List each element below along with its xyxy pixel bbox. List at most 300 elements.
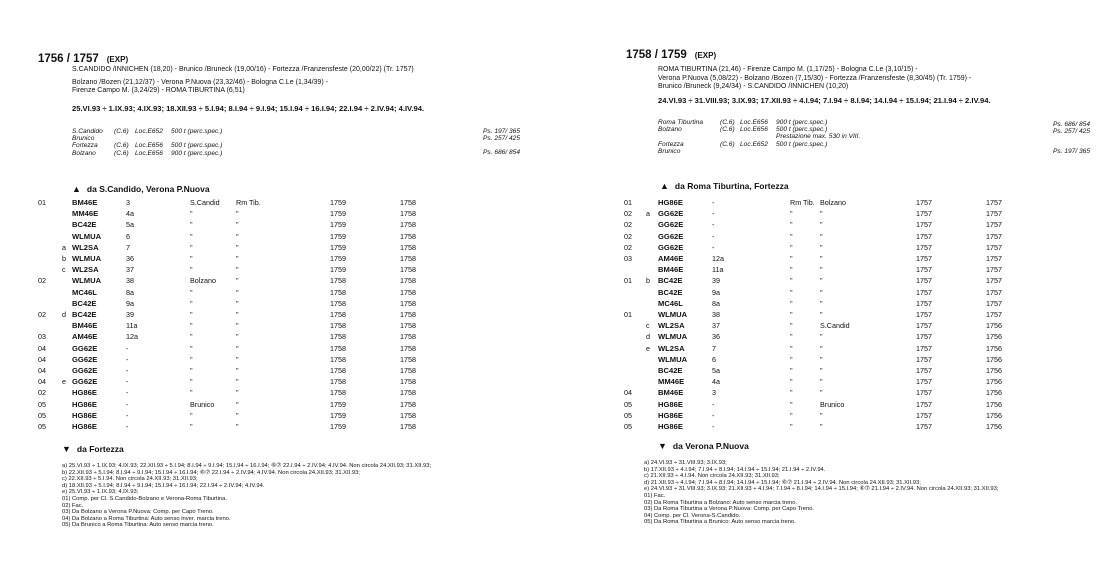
loco-loco: Loc.E652	[135, 128, 163, 135]
cell-c: MM46E	[658, 377, 685, 387]
cell-t1: 1757	[916, 254, 932, 263]
cell-c: BM46E	[658, 265, 684, 275]
cell-n: 01	[624, 310, 632, 319]
cell-c: WL2SA	[72, 242, 99, 252]
cell-a: "	[790, 231, 793, 241]
cell-t2: 1756	[986, 354, 1002, 364]
ps-value: Ps. 686/ 854	[482, 149, 520, 157]
loco-row	[72, 142, 291, 149]
cell-c: BM46E	[72, 198, 98, 207]
cell-n: 05	[38, 410, 46, 420]
cell-b: "	[820, 231, 823, 241]
cell-a: "	[190, 310, 193, 319]
cell-a: "	[190, 254, 193, 263]
cell-t1: 1757	[916, 242, 932, 252]
cell-b: "	[236, 399, 239, 409]
cell-b: "	[236, 354, 239, 364]
cell-b: "	[236, 321, 239, 331]
cell-a: "	[190, 265, 193, 275]
cell-a: "	[190, 231, 193, 241]
direction-header: ▲ da S.Candido, Verona P.Nuova	[72, 184, 210, 194]
cell-a: "	[190, 321, 193, 331]
cell-a: "	[190, 332, 193, 342]
note-line: 02) Da Roma Tiburtina a Bolzano: Auto senso marcia treno.	[644, 499, 798, 506]
route-block	[72, 66, 522, 96]
cell-t2: 1757	[986, 220, 1002, 230]
cell-b: "	[236, 366, 239, 375]
cell-t2: 1758	[400, 388, 416, 398]
loco-station: Brunico	[658, 147, 681, 155]
cell-c: WLMUA	[72, 276, 102, 286]
cell-num: 9a	[712, 287, 720, 297]
cell-t2: 1758	[400, 399, 416, 409]
table-row	[0, 254, 540, 265]
cell-n: 02	[38, 388, 46, 398]
note-line: e) 24.VI.93 ÷ 31.VIII.93; 3.IX.93; 21.XII.93 ÷ 4.I.94; 7.I.94 ÷ 8.I.94; 14.I.94 ÷ 15.I.94; ⑥⑦ 21.I.94 ÷ 2.IV.94. Non circola 24.XII.93; 31.XII.93;	[644, 486, 999, 493]
route-line: S.CANDIDO /INNICHEN (18,20) - Brunico /Bruneck (19,00/16) - Fortezza /Franzensfeste (20,00/22) (Tr. 1757)	[72, 66, 414, 73]
train-title: 1758 / 1759 (EXP)	[626, 49, 717, 61]
cell-t1: 1757	[916, 388, 932, 398]
cell-c: WLMUA	[72, 231, 102, 241]
cell-num: 11a	[126, 321, 138, 331]
cell-a: "	[790, 410, 793, 420]
cell-n: 05	[624, 422, 632, 431]
notes-block	[62, 463, 522, 529]
cell-c: HG86E	[658, 198, 683, 207]
note-line: b) 22.XII.93 ÷ 5.I.94; 8.I.94 ÷ 9.I.94; 15.I.94 ÷ 16.I.94; ⑥⑦ 22.I.94 ÷ 2.IV.94; 4.IV.94. Non circola 24.XII.93; 31.XII.93;	[62, 469, 360, 476]
cell-c: BC42E	[658, 276, 683, 286]
cell-b: "	[820, 242, 823, 252]
cell-b: Brunico	[820, 399, 845, 409]
loco-table	[658, 119, 896, 155]
loco-station: S.Candido	[72, 128, 103, 135]
note-line: c) 21.XII.93 ÷ 4.I.94. Non circola 24.XII.93; 31.XII.93;	[644, 473, 780, 480]
cell-a: "	[790, 366, 793, 375]
cell-c: HG86E	[72, 399, 97, 409]
cell-num: -	[126, 399, 129, 409]
cell-num: 12a	[712, 254, 724, 263]
cell-t2: 1758	[400, 332, 416, 342]
cell-num: -	[712, 242, 715, 252]
table-row	[560, 232, 1100, 243]
cell-b: "	[236, 220, 239, 230]
cell-b: "	[236, 332, 239, 342]
cell-l: a	[62, 242, 66, 252]
cell-b: "	[820, 410, 823, 420]
cell-num: 39	[712, 276, 720, 286]
cell-num: -	[126, 422, 129, 431]
cell-t2: 1757	[986, 254, 1002, 263]
cell-t2: 1756	[986, 410, 1002, 420]
cell-t1: 1758	[330, 354, 346, 364]
cell-n: 02	[624, 231, 632, 241]
cell-num: 5a	[126, 220, 134, 230]
cell-b: S.Candid	[820, 321, 850, 331]
cell-num: -	[712, 209, 715, 219]
cell-t2: 1757	[986, 310, 1002, 319]
cell-t1: 1759	[330, 242, 346, 252]
cell-num: 4a	[126, 209, 134, 219]
cell-n: 05	[38, 399, 46, 409]
cell-c: GG62E	[72, 354, 98, 364]
cell-a: "	[790, 276, 793, 286]
cell-t1: 1758	[330, 287, 346, 297]
loco-load: 500 t (perc.spec.)	[776, 126, 828, 134]
cell-b: "	[820, 343, 823, 353]
cell-c: HG86E	[658, 410, 683, 420]
train-title: 1756 / 1757 (EXP)	[38, 53, 129, 65]
loco-row	[658, 119, 896, 126]
cell-a: "	[790, 354, 793, 364]
cell-t2: 1758	[400, 287, 416, 297]
cell-c: GG62E	[72, 366, 98, 375]
route-line: Bolzano /Bozen (21,12/37) - Verona P.Nuova (23,32/46) - Bologna C.Le (1,34/39) -	[72, 78, 328, 86]
cell-num: -	[712, 198, 715, 207]
cell-b: "	[820, 254, 823, 263]
loco-station: Roma Tiburtina	[658, 119, 704, 126]
note-line: a) 24.VI.93 ÷ 31.VIII.93; 3.IX.93;	[644, 460, 727, 466]
cell-a: "	[190, 298, 193, 308]
cell-b: "	[820, 220, 823, 230]
cell-t2: 1758	[400, 354, 416, 364]
table-row	[0, 411, 540, 422]
cell-n: 02	[624, 209, 632, 219]
cell-a: "	[190, 287, 193, 297]
ps-value: Ps. 257/ 425	[1052, 128, 1090, 136]
table-row	[0, 355, 540, 366]
cell-c: WL2SA	[658, 321, 685, 331]
note-line: 05) Da Brunico a Roma Tiburtina: Auto senso marcia treno.	[62, 522, 214, 529]
note-line: 01) Comp. per Cl. S.Candido-Bolzano e Verona-Roma Tiburtina.	[62, 495, 227, 502]
note-line: a) 25.VI.93 ÷ 1.IX.93; 4.IX.93; 22.XII.93 ÷ 5.I.94; 8.I.94 ÷ 9.I.94; 15.I.94 ÷ 16.I.94; ⑥⑦ 22.I.94 ÷ 2.IV.94; 4.IV.94. Non circola 24.XII.93; 31.XII.93;	[62, 463, 432, 469]
cell-a: "	[790, 321, 793, 331]
cell-num: 39	[126, 310, 134, 319]
arrow-up-icon: ▲	[660, 181, 669, 191]
cell-c: GG62E	[72, 343, 98, 353]
loco-cls: (C.6)	[720, 140, 735, 148]
cell-c: MC46L	[658, 298, 683, 308]
loco-load: 500 t (perc.spec.)	[171, 142, 223, 150]
loco-row	[72, 135, 291, 142]
cell-a: "	[190, 343, 193, 353]
note-line: 01) Fac.	[644, 492, 666, 499]
cell-num: -	[126, 354, 129, 364]
cell-b: "	[236, 287, 239, 297]
arrow-down-icon: ▼	[658, 441, 667, 451]
cell-num: 8a	[712, 298, 720, 308]
cell-num: 38	[712, 310, 720, 319]
cell-t2: 1757	[986, 265, 1002, 275]
table-row	[560, 254, 1100, 265]
cell-n: 02	[38, 310, 46, 319]
cell-a: "	[790, 343, 793, 353]
cell-l: e	[62, 377, 66, 387]
left-panel	[0, 0, 540, 588]
cell-t2: 1757	[986, 287, 1002, 297]
cell-a: "	[190, 388, 193, 398]
cell-a: Rm Tib.	[790, 198, 815, 207]
cell-b: "	[236, 310, 239, 319]
composition-table	[560, 198, 1100, 434]
cell-t2: 1758	[400, 209, 416, 219]
note-line: e) 25.VI.93 ÷ 1.IX.93; 4.IX.93;	[62, 489, 139, 496]
cell-l: d	[646, 332, 650, 342]
cell-num: -	[712, 231, 715, 241]
cell-b: "	[820, 298, 823, 308]
table-row	[0, 310, 540, 321]
ps-value: Ps. 686/ 854	[1052, 121, 1090, 128]
route-block	[658, 66, 1098, 92]
cell-t1: 1757	[916, 399, 932, 409]
cell-b: "	[236, 209, 239, 219]
cell-t1: 1757	[916, 354, 932, 364]
cell-n: 05	[624, 399, 632, 409]
table-row	[0, 366, 540, 377]
cell-n: 02	[624, 242, 632, 252]
cell-t1: 1758	[330, 366, 346, 375]
table-row	[0, 276, 540, 287]
cell-a: "	[190, 377, 193, 387]
cell-b: "	[820, 388, 823, 398]
cell-num: -	[712, 410, 715, 420]
cell-t1: 1757	[916, 332, 932, 342]
cell-t2: 1758	[400, 321, 416, 331]
cell-a: S.Candid	[190, 198, 220, 207]
loco-station: Bolzano	[658, 126, 682, 134]
note-line: b) 17.XII.93 ÷ 4.I.94; 7.I.94 ÷ 8.I.94; 14.I.94 ÷ 15.I.94; 21.I.94 ÷ 2.IV.94.	[644, 466, 826, 473]
cell-c: HG86E	[658, 422, 683, 431]
cell-n: 05	[38, 422, 46, 431]
cell-a: "	[790, 388, 793, 398]
cell-t2: 1757	[986, 276, 1002, 286]
cell-a: "	[790, 254, 793, 263]
cell-t2: 1758	[400, 276, 416, 286]
cell-n: 04	[38, 354, 46, 364]
cell-a: "	[790, 209, 793, 219]
cell-t1: 1759	[330, 399, 346, 409]
loco-loco: Loc.E656	[135, 149, 163, 157]
cell-t1: 1757	[916, 198, 932, 207]
cell-c: WLMUA	[658, 310, 688, 319]
cell-c: GG62E	[658, 220, 684, 230]
table-row	[560, 288, 1100, 299]
ps-value: Ps. 257/ 425	[482, 135, 520, 143]
cell-t2: 1758	[400, 254, 416, 263]
table-row	[560, 411, 1100, 422]
route-line: Verona P.Nuova (5,08/22) - Bolzano /Bozen (7,15/30) - Fortezza /Franzensfeste (8,30/45) (Tr. 1759) -	[658, 74, 972, 82]
cell-num: -	[126, 377, 129, 387]
cell-num: 12a	[126, 332, 138, 342]
table-row	[560, 276, 1100, 287]
cell-n: 03	[38, 332, 46, 342]
cell-a: "	[190, 422, 193, 431]
table-row	[0, 422, 540, 433]
cell-t1: 1757	[916, 276, 932, 286]
cell-t2: 1758	[400, 220, 416, 230]
loco-cls: (C.6)	[114, 128, 129, 135]
cell-b: "	[236, 343, 239, 353]
cell-a: "	[790, 265, 793, 275]
cell-num: 6	[126, 231, 130, 241]
cell-n: 01	[624, 276, 632, 286]
cell-t1: 1758	[330, 377, 346, 387]
cell-t1: 1758	[330, 310, 346, 319]
cell-num: -	[126, 388, 129, 398]
cell-a: "	[190, 410, 193, 420]
cell-c: HG86E	[72, 422, 97, 431]
cell-b: "	[820, 366, 823, 375]
right-panel	[560, 0, 1100, 588]
cell-l: c	[62, 265, 66, 275]
table-row	[560, 400, 1100, 411]
cell-t1: 1758	[330, 298, 346, 308]
cell-num: 8a	[126, 287, 134, 297]
table-row	[0, 344, 540, 355]
cell-t1: 1758	[330, 321, 346, 331]
table-row	[0, 265, 540, 276]
cell-c: AM46E	[658, 254, 684, 263]
table-row	[0, 299, 540, 310]
cell-num: 11a	[712, 265, 724, 275]
cell-n: 05	[624, 410, 632, 420]
note-line: 02) Fac.	[62, 502, 84, 509]
cell-num: -	[712, 399, 715, 409]
arrow-down-icon: ▼	[62, 444, 71, 454]
table-row	[0, 209, 540, 220]
cell-c: BC42E	[658, 287, 683, 297]
ps-value: Ps. 197/ 365	[1052, 148, 1090, 156]
cell-num: 4a	[712, 377, 720, 387]
cell-t1: 1759	[330, 231, 346, 241]
cell-num: 37	[126, 265, 134, 275]
cell-num: 3	[126, 198, 130, 207]
cell-t2: 1758	[400, 410, 416, 420]
cell-t1: 1757	[916, 231, 932, 241]
composition-table	[0, 198, 540, 434]
cell-b: "	[236, 298, 239, 308]
cell-t2: 1758	[400, 198, 416, 207]
cell-c: HG86E	[658, 399, 683, 409]
loco-row	[658, 141, 896, 148]
loco-row	[658, 148, 896, 155]
loco-load: 900 t (perc.spec.)	[776, 119, 828, 126]
cell-t2: 1758	[400, 298, 416, 308]
cell-a: "	[190, 220, 193, 230]
cell-c: GG62E	[658, 209, 684, 219]
cell-c: HG86E	[72, 410, 97, 420]
loco-loco: Loc.E656	[135, 142, 163, 150]
cell-t1: 1757	[916, 287, 932, 297]
cell-num: 9a	[126, 298, 134, 308]
table-row	[560, 310, 1100, 321]
cell-a: "	[790, 287, 793, 297]
table-row	[0, 332, 540, 343]
cell-a: "	[190, 242, 193, 252]
cell-b: "	[236, 377, 239, 387]
cell-c: WLMUA	[72, 254, 102, 263]
table-row	[0, 198, 540, 209]
cell-b: "	[236, 254, 239, 263]
loco-loco: Loc.E652	[740, 140, 768, 148]
cell-t1: 1759	[330, 220, 346, 230]
cell-b: "	[820, 276, 823, 286]
cell-t2: 1758	[400, 366, 416, 375]
table-row	[560, 355, 1100, 366]
cell-num: 36	[126, 254, 134, 263]
note-line: 05) Da Roma Tiburtina a Brunico: Auto senso marcia treno.	[644, 519, 796, 526]
cell-t1: 1757	[916, 209, 932, 219]
cell-num: -	[126, 366, 129, 375]
notes-block	[644, 460, 1094, 526]
cell-t1: 1757	[916, 298, 932, 308]
cell-a: "	[790, 220, 793, 230]
cell-c: BM46E	[658, 388, 684, 398]
loco-load: 500 t (perc.spec.)	[171, 128, 223, 135]
note-line: 03) Da Roma Tiburtina a Verona P.Nuova: Comp. per Capo Treno.	[644, 506, 815, 513]
cell-t2: 1758	[400, 242, 416, 252]
service-dates: 25.VI.93 ÷ 1.IX.93; 4.IX.93; 18.XII.93 ÷ 5.I.94; 8.I.94 ÷ 9.I.94; 15.I.94 ÷ 16.I.94; 22.I.94 ÷ 2.IV.94; 4.IV.94.	[72, 104, 425, 113]
loco-cls: (C.6)	[114, 142, 129, 150]
cell-a: "	[790, 377, 793, 387]
note-line: d) 21.XII.93 ÷ 4.I.94; 7.I.94 ÷ 8.I.94; 14.I.94 ÷ 15.I.94; ⑥⑦ 21.I.94 ÷ 2.IV.94. Non circola 24.XII.93; 31.XII.93;	[644, 479, 921, 486]
table-row	[560, 265, 1100, 276]
table-row	[0, 220, 540, 231]
loco-row	[72, 128, 291, 135]
cell-t1: 1757	[916, 410, 932, 420]
cell-num: 38	[126, 276, 134, 286]
cell-t1: 1757	[916, 265, 932, 275]
loco-row	[658, 126, 896, 133]
ps-value: Ps. 197/ 365	[482, 128, 520, 135]
cell-t2: 1758	[400, 231, 416, 241]
direction-footer: ▼ da Fortezza	[62, 444, 124, 454]
cell-t1: 1758	[330, 332, 346, 342]
cell-a: "	[190, 209, 193, 219]
cell-n: 01	[38, 198, 46, 207]
cell-b: "	[820, 287, 823, 297]
loco-load: Prestazione max. 530 in VIII.	[776, 133, 861, 141]
cell-t1: 1758	[330, 276, 346, 286]
cell-t1: 1759	[330, 254, 346, 263]
cell-t1: 1758	[330, 388, 346, 398]
direction-header: ▲ da Roma Tiburtina, Fortezza	[660, 181, 789, 191]
table-row	[0, 321, 540, 332]
cell-n: 04	[38, 366, 46, 375]
cell-b: "	[236, 276, 239, 286]
table-row	[560, 344, 1100, 355]
cell-a: "	[790, 298, 793, 308]
table-row	[0, 400, 540, 411]
loco-load: 500 t (perc.spec.)	[776, 140, 828, 148]
cell-t2: 1756	[986, 332, 1002, 342]
loco-station: Fortezza	[72, 142, 98, 150]
cell-b: "	[236, 388, 239, 398]
table-row	[560, 198, 1100, 209]
cell-b: "	[820, 354, 823, 364]
cell-a: "	[190, 366, 193, 375]
loco-row	[658, 133, 896, 140]
cell-num: 5a	[712, 366, 720, 375]
table-row	[560, 299, 1100, 310]
cell-b: "	[820, 265, 823, 275]
cell-c: GG62E	[72, 377, 98, 387]
cell-b: "	[820, 332, 823, 342]
note-line: 04) Da Bolzano a Roma Tiburtina: Auto senso inver. marcia treno.	[62, 515, 231, 522]
cell-t2: 1756	[986, 388, 1002, 398]
cell-a: "	[190, 354, 193, 364]
cell-c: MM46E	[72, 209, 99, 219]
cell-c: MC46L	[72, 287, 97, 297]
